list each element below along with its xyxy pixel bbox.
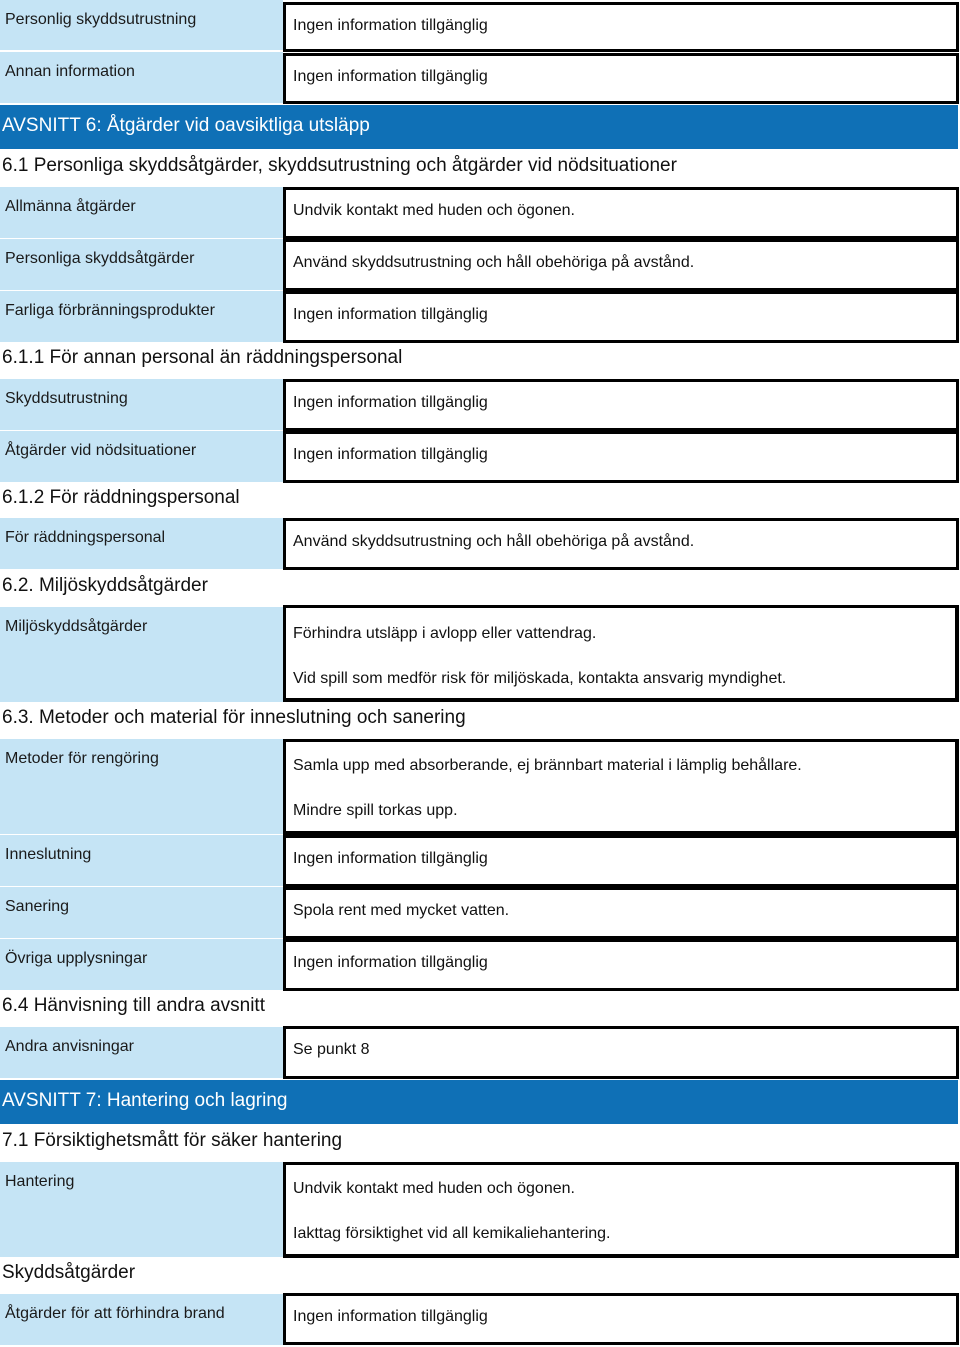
subheading-6-1-2: 6.1.2 För räddningspersonal (2, 487, 240, 508)
label-sanering: Sanering (0, 887, 283, 938)
label-skyddsutrustning: Skyddsutrustning (0, 379, 283, 430)
label-atgarder-for-att-forhindra-brand: Åtgärder för att förhindra brand (0, 1294, 283, 1345)
value-atgarder-for-att-forhindra-brand: Ingen information tillgänglig (283, 1293, 959, 1345)
label-allmanna-atgarder: Allmänna åtgärder (0, 187, 283, 238)
value-line-1: Undvik kontakt med huden och ögonen. (293, 1180, 575, 1197)
label-for-raddningspersonal: För räddningspersonal (0, 518, 283, 569)
subheading-6-1-1: 6.1.1 För annan personal än räddningspersonal (2, 347, 403, 368)
subheading-6-3: 6.3. Metoder och material för inneslutning och sanering (2, 707, 466, 728)
label-personliga-skyddsatgarder: Personliga skyddsåtgärder (0, 239, 283, 290)
label-inneslutning: Inneslutning (0, 835, 283, 886)
subheading-skyddsatgarder: Skyddsåtgärder (2, 1262, 136, 1283)
label-miljoskyddsatgarder: Miljöskyddsåtgärder (0, 607, 283, 702)
value-line-2: Mindre spill torkas upp. (293, 802, 458, 819)
section-6-heading: AVSNITT 6: Åtgärder vid oavsiktliga utsläpp (0, 105, 958, 149)
value-metoder-for-rengoring (283, 739, 959, 835)
value-line-1: Samla upp med absorberande, ej brännbart material i lämplig behållare. (293, 757, 802, 774)
subheading-6-4: 6.4 Hänvisning till andra avsnitt (2, 995, 265, 1016)
label-metoder-for-rengoring: Metoder för rengöring (0, 739, 283, 834)
value-skyddsutrustning: Ingen information tillgänglig (283, 379, 959, 431)
label-annan-information: Annan information (0, 52, 283, 103)
section-7-heading: AVSNITT 7: Hantering och lagring (0, 1080, 958, 1124)
value-annan-information: Ingen information tillgänglig (283, 53, 959, 104)
label-hantering: Hantering (0, 1162, 283, 1257)
label-andra-anvisningar: Andra anvisningar (0, 1027, 283, 1078)
value-miljoskyddsatgarder (283, 605, 959, 702)
value-personliga-skyddsatgarder: Använd skyddsutrustning och håll obehöriga på avstånd. (283, 239, 959, 291)
value-ovriga-upplysningar: Ingen information tillgänglig (283, 939, 959, 991)
subheading-7-1: 7.1 Försiktighetsmått för säker hantering (2, 1130, 343, 1151)
value-atgarder-vid-nodsituationer: Ingen information tillgänglig (283, 431, 959, 483)
value-allmanna-atgarder: Undvik kontakt med huden och ögonen. (283, 187, 959, 239)
value-line-2: Iakttag försiktighet vid all kemikaliehantering. (293, 1225, 611, 1242)
value-line-1: Förhindra utsläpp i avlopp eller vattendrag. (293, 625, 597, 642)
label-farliga-forbranningsprodukter: Farliga förbränningsprodukter (0, 291, 283, 342)
value-inneslutning: Ingen information tillgänglig (283, 835, 959, 887)
value-farliga-forbranningsprodukter: Ingen information tillgänglig (283, 291, 959, 343)
value-line-2: Vid spill som medför risk för miljöskada, kontakta ansvarig myndighet. (293, 670, 787, 687)
value-andra-anvisningar: Se punkt 8 (283, 1026, 959, 1079)
subheading-6-1: 6.1 Personliga skyddsåtgärder, skyddsutrustning och åtgärder vid nödsituationer (2, 155, 677, 176)
value-hantering (283, 1162, 959, 1258)
subheading-6-2: 6.2. Miljöskyddsåtgärder (2, 575, 208, 596)
label-atgarder-vid-nodsituationer: Åtgärder vid nödsituationer (0, 431, 283, 482)
label-personlig-skyddsutrustning: Personlig skyddsutrustning (0, 0, 283, 50)
value-personlig-skyddsutrustning: Ingen information tillgänglig (283, 2, 959, 52)
value-for-raddningspersonal: Använd skyddsutrustning och håll obehöriga på avstånd. (283, 518, 959, 570)
label-ovriga-upplysningar: Övriga upplysningar (0, 939, 283, 990)
value-sanering: Spola rent med mycket vatten. (283, 887, 959, 939)
